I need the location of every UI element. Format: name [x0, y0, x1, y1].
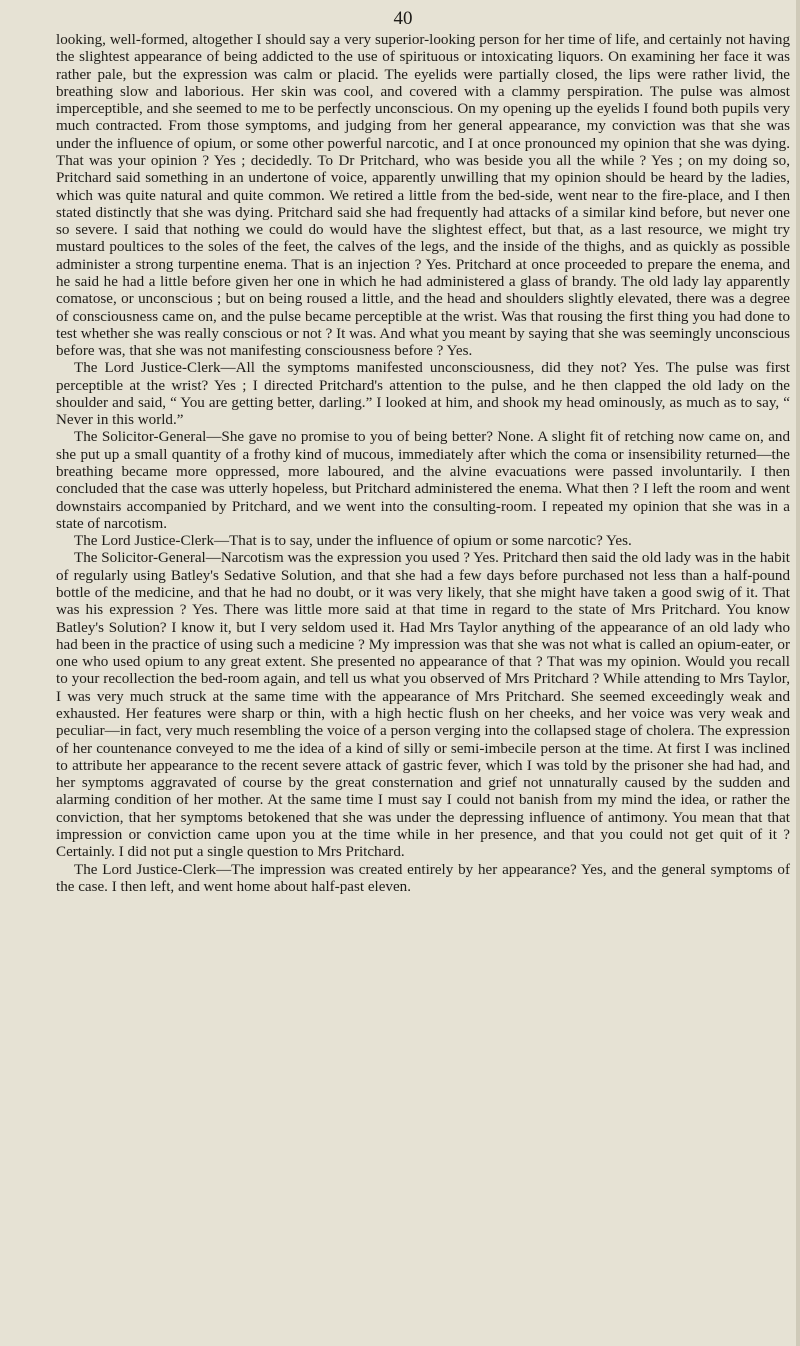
- paragraph-5: The Solicitor-General—Narcotism was the expression you used ? Yes. Pritchard then said the old lady was in the habit of regularly using Batley's Sedative Solution, and that she had a few days before purchased not less than a half-pound bottle of the medicine, and that he had no doubt, or it was very likely, that she might have taken a good swig of it. That was his expression ? Yes. There was little more said at that time in regard to the state of Mrs Pritchard. You know Batley's Solution? I know it, but I very seldom used it. Had Mrs Taylor anything of the appearance of an old lady who had been in the practice of using such a medicine ? My impression was that she was not what is called an opium-eater, or one who used opium to any great extent. She presented no appearance of that ? That was my opinion. Would you recall to your recollection the bed-room again, and tell us what you observed of Mrs Pritchard ? While attending to Mrs Taylor, I was very much struck at the same time with the appearance of Mrs Pritchard. She seemed exceedingly weak and exhausted. Her features were sharp or thin, with a high hectic flush on her cheeks, and her voice was very weak and peculiar—in fact, very much resembling the voice of a person verging into the collapsed stage of cholera. The expression of her countenance conveyed to me the idea of a kind of silly or semi-imbecile person at the time. At first I was inclined to attribute her appearance to the recent severe attack of gastric fever, which I was told by the prisoner she had had, and her symptoms aggravated of course by the great consternation and grief not unnaturally caused by the sudden and alarming condition of her mother. At the same time I must say I could not banish from my mind the idea, or rather the conviction, that her symptoms betokened that she was under the depressing influence of antimony. You mean that that impression or conviction came upon you at the time while in her presence, and that you could not get quit of it ? Certainly. I did not put a single question to Mrs Pritchard.: [56, 550, 790, 861]
- paragraph-3: The Solicitor-General—She gave no promise to you of being better? None. A slight fit of retching now came on, and she put up a small quantity of a frothy kind of mucous, immediately after which the coma or insensibility returned—the breathing became more oppressed, more laboured, and the alvine evacuations were passed involuntarily. I then concluded that the case was utterly hopeless, but Pritchard administered the enema. What then ? I left the room and went downstairs accompanied by Pritchard, and we went into the consulting-room. I repeated my opinion that she was in a state of narcotism.: [56, 429, 790, 532]
- paragraph-6: The Lord Justice-Clerk—The impression was created entirely by her appearance? Yes, and the general symptoms of the case. I then left, and went home about half-past eleven.: [56, 861, 790, 895]
- paragraph-4: The Lord Justice-Clerk—That is to say, under the influence of opium or some narcotic? Yes.: [74, 533, 632, 550]
- paragraph-1: looking, well-formed, altogether I should say a very superior-looking person for her time of life, and certainly not having the slightest appearance of being addicted to the use of spirituous or intoxicating liquors. On examining her face it was rather pale, but the expression was calm or placid. The eyelids were partially closed, the lips were rather livid, the breathing slow and laborious. Her skin was cool, and covered with a clammy perspiration. The pulse was almost imperceptible, and she seemed to me to be perfectly unconscious. On my opening up the eyelids I found both pupils very much contracted. From those symptoms, and judging from her general appearance, my conviction was that she was under the influence of opium, or some other powerful narcotic, and I at once pronounced my opinion that she was dying. That was your opinion ? Yes ; decidedly. To Dr Pritchard, who was beside you all the while ? Yes ; on my doing so, Pritchard said something in an undertone of voice, apparently unwilling that my opinion should be heard by the ladies, which was quite natural and quite common. We retired a little from the bed-side, went near to the fire-place, and I then stated distinctly that she was dying. Pritchard said she had frequently had attacks of a similar kind before, but never one so severe. I said that nothing we could do would have the slightest effect, but that, as a last resource, we might try mustard poultices to the soles of the feet, the calves of the legs, and the inside of the thighs, and as quickly as possible administer a strong turpentine enema. That is an injection ? Yes. Pritchard at once proceeded to prepare the enema, and he said he had a little before given her one in which he had administered a glass of brandy. The old lady lay apparently comatose, or unconscious ; but on being roused a little, and the head and shoulders slightly elevated, there was a degree of consciousness came on, and the pulse became perceptible at the wrist. Was that rousing the first thing you had done to test whether she was really conscious or not ? It was. And what you meant by saying that she was seemingly unconscious before was, that she was not manifesting consciousness before ? Yes.: [56, 32, 790, 360]
- page-number: 40: [393, 8, 413, 29]
- paragraph-2: The Lord Justice-Clerk—All the symptoms manifested unconsciousness, did they not? Yes. The pulse was first perceptible at the wrist? Yes ; I directed Pritchard's attention to the pulse, and he then clapped the old lady on the shoulder and said, “ You are getting better, darling.” I looked at him, and shook my head ominously, as much as to say, “ Never in this world.”: [56, 360, 790, 429]
- page-edge-shadow: [796, 0, 800, 1346]
